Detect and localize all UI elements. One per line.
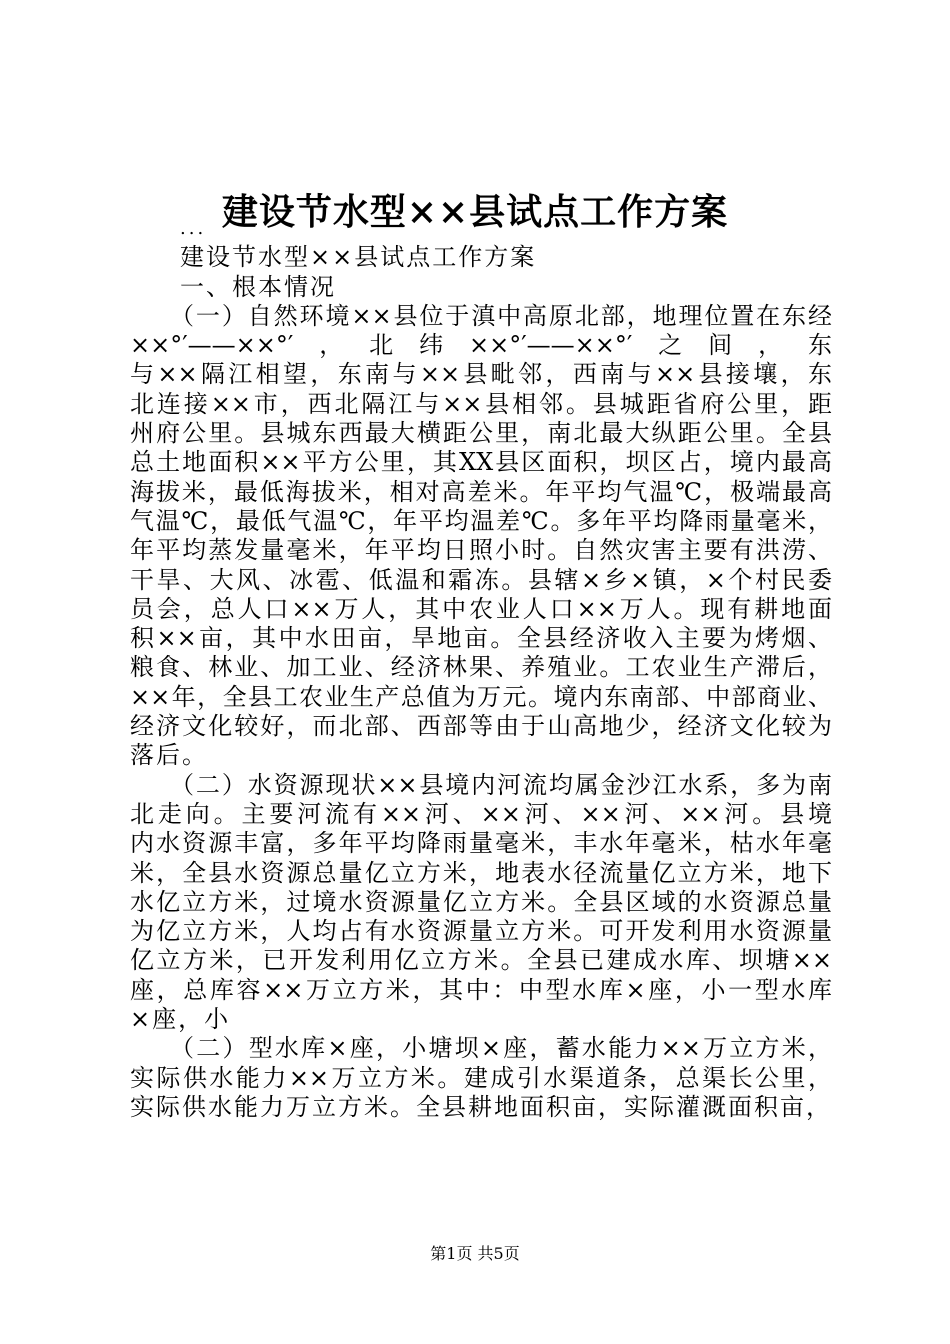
text-line: 落后。 bbox=[130, 741, 208, 770]
text-line: 米，全县水资源总量亿立方米，地表水径流量亿立方米，地下 bbox=[130, 858, 832, 887]
text-line: 年平均蒸发量毫米，年平均日照小时。自然灾害主要有洪涝、 bbox=[130, 536, 832, 565]
text-line: 经济文化较好，而北部、西部等由于山高地少，经济文化较为 bbox=[130, 712, 832, 741]
document-title: 建设节水型××县试点工作方案 bbox=[221, 191, 729, 233]
text-line: （二）型水库×座，小塘坝×座，蓄水能力××万立方米， bbox=[170, 1034, 832, 1063]
text-line: 积××亩，其中水田亩，旱地亩。全县经济收入主要为烤烟、 bbox=[130, 624, 832, 653]
text-line: 与××隔江相望，东南与××县毗邻，西南与××县接壤，东 bbox=[130, 360, 832, 389]
text-line: 为亿立方米，人均占有水资源量立方米。可开发利用水资源量 bbox=[130, 917, 832, 946]
text-line: 州府公里。县城东西最大横距公里，南北最大纵距公里。全县 bbox=[130, 419, 832, 448]
text-line: 海拔米，最低海拔米，相对高差米。年平均气温℃，极端最高 bbox=[130, 477, 832, 506]
text-line: （一）自然环境××县位于滇中高原北部，地理位置在东经 bbox=[170, 301, 832, 330]
paragraph-natural-environment bbox=[130, 302, 832, 771]
text-line: 亿立方米，已开发利用亿立方米。全县已建成水库、坝塘×× bbox=[130, 946, 832, 975]
text-line: ××°′——××°′，北纬××°′——××°′之间，东 bbox=[130, 331, 832, 360]
document-body bbox=[130, 214, 832, 1122]
section-heading: 一、根本情况 bbox=[180, 272, 336, 301]
text-line: ××年，全县工农业生产总值为万元。境内东南部、中部商业、 bbox=[130, 682, 832, 711]
text-line: 干旱、大风、冰雹、低温和霜冻。县辖×乡×镇，×个村民委 bbox=[130, 565, 832, 594]
text-line: 实际供水能力万立方米。全县耕地面积亩，实际灌溉面积亩， bbox=[130, 1092, 832, 1121]
text-line: 北走向。主要河流有××河、××河、××河、××河。县境 bbox=[130, 799, 832, 828]
text-line: 员会，总人口××万人，其中农业人口××万人。现有耕地面 bbox=[130, 594, 832, 623]
text-line: 水亿立方米，过境水资源量亿立方米。全县区域的水资源总量 bbox=[130, 887, 832, 916]
text-line: 实际供水能力××万立方米。建成引水渠道条，总渠长公里， bbox=[130, 1063, 832, 1092]
text-line: 粮食、林业、加工业、经济林果、养殖业。工农业生产滞后， bbox=[130, 653, 832, 682]
text-line: 北连接××市，西北隔江与××县相邻。县城距省府公里，距 bbox=[130, 389, 832, 418]
text-line: 气温℃，最低气温℃，年平均温差℃。多年平均降雨量毫米， bbox=[130, 506, 832, 535]
paragraph-reservoirs bbox=[130, 1034, 832, 1122]
text-line: ×座，小 bbox=[130, 1005, 231, 1034]
ellipsis: ... bbox=[180, 218, 207, 239]
text-line: 内水资源丰富，多年平均降雨量毫米，丰水年毫米，枯水年毫 bbox=[130, 829, 832, 858]
subtitle: 建设节水型××县试点工作方案 bbox=[180, 243, 537, 272]
text-line: （二）水资源现状××县境内河流均属金沙江水系，多为南 bbox=[170, 770, 832, 799]
paragraph-water-resources bbox=[130, 771, 832, 1035]
page-footer: 第1页 共5页 bbox=[430, 1244, 520, 1263]
text-line: 座，总库容××万立方米，其中：中型水库×座，小一型水库 bbox=[130, 975, 832, 1004]
text-line: 总土地面积××平方公里，其XX县区面积，坝区占，境内最高 bbox=[130, 448, 832, 477]
